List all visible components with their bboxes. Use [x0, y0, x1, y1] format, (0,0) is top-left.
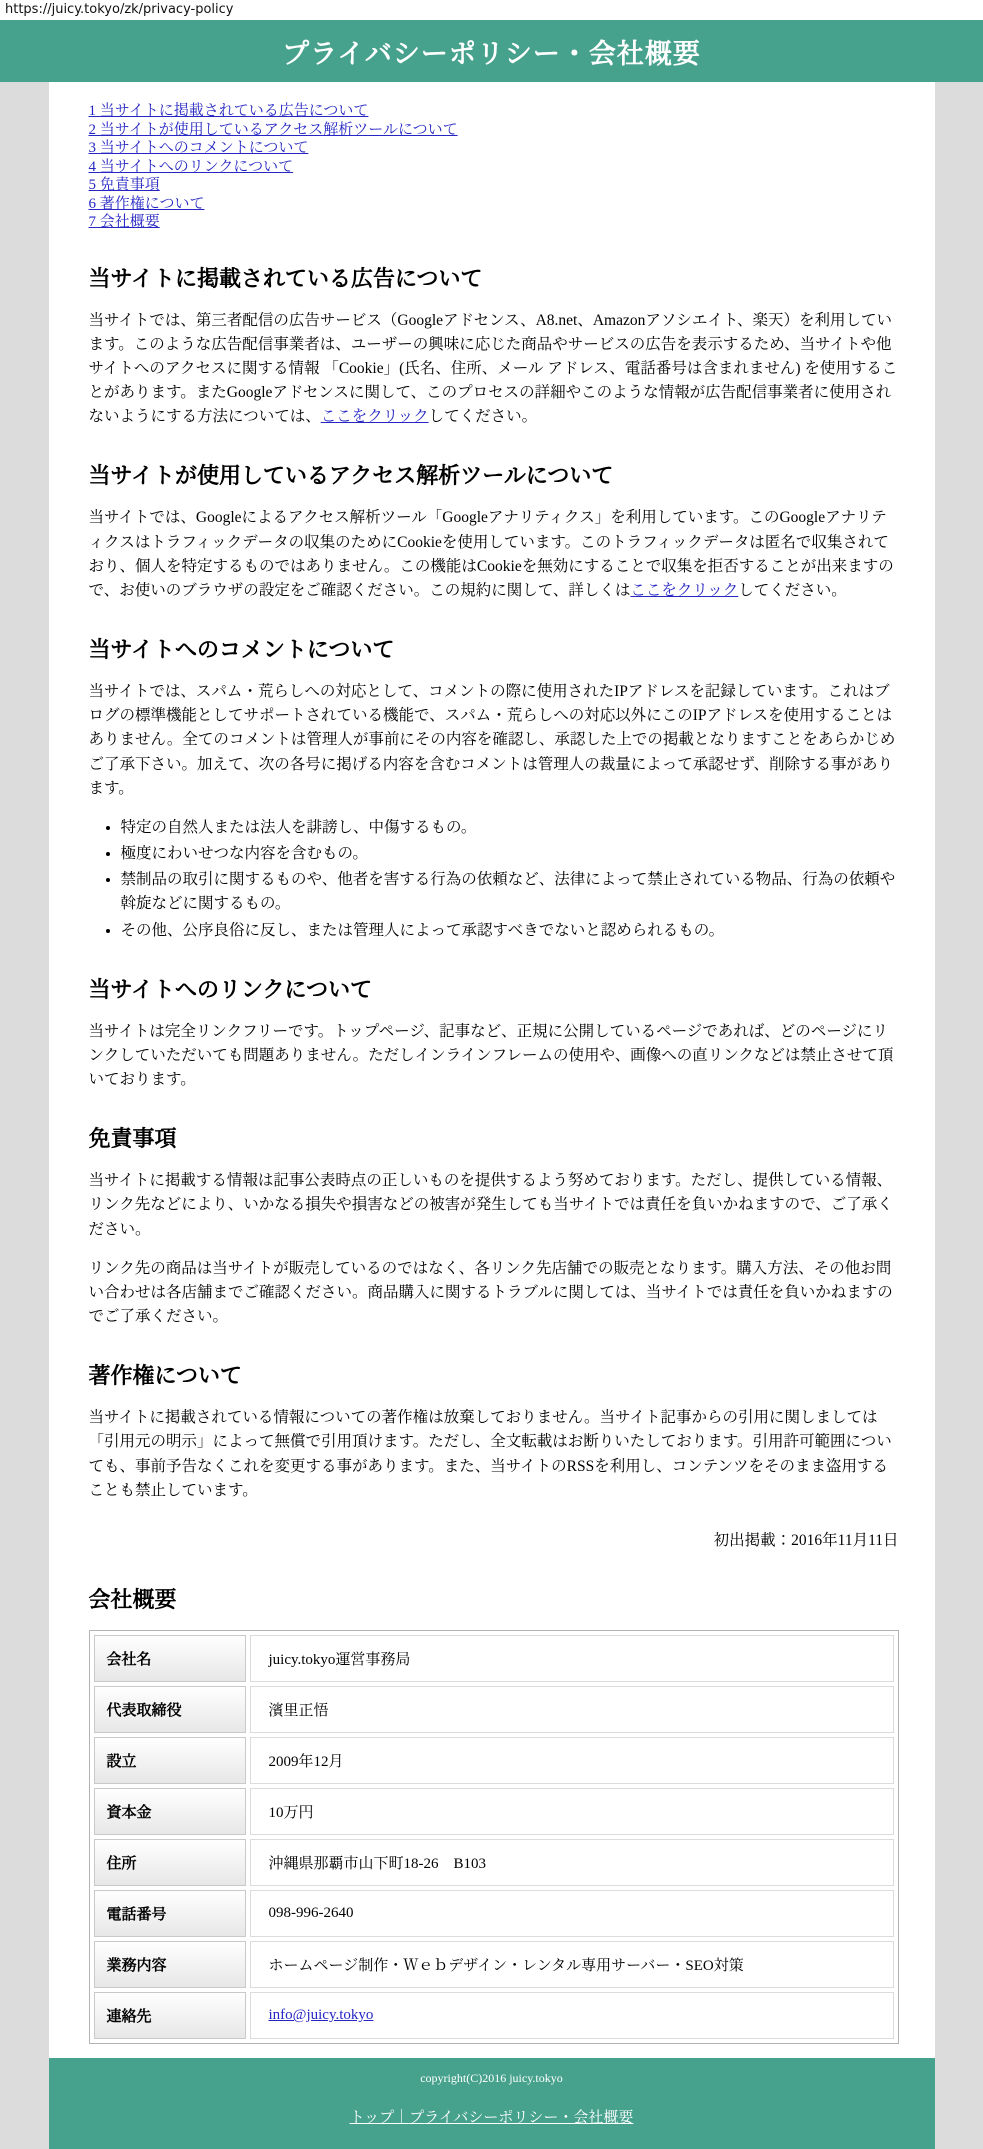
site-header	[0, 20, 983, 82]
table-row	[94, 1890, 894, 1937]
table-row	[94, 1839, 894, 1886]
section-disclaimer-paragraph-1: 当サイトに掲載する情報は記事公表時点の正しいものを提供するよう努めております。ただし、提供している情報、リンク先などにより、いかなる損失や損害などの被害が発生しても当サイトでは責任を負いかねますので、ご了承ください。	[88, 1172, 893, 1238]
company-address-value: 沖縄県那覇市山下町18-26 B103	[250, 1839, 894, 1886]
toc-link-comments[interactable]: 3 当サイトへのコメントについて	[88, 140, 309, 156]
section-links-paragraph: 当サイトは完全リンクフリーです。トップページ、記事など、正規に公開しているページであれば、どのページにリンクしていただいても問題ありません。ただしインラインフレームの使用や、画像への直リンクなどは禁止させて頂いております。	[88, 1022, 894, 1089]
main-content	[49, 82, 935, 2058]
browser-address-bar[interactable]: https://juicy.tokyo/zk/privacy-policy	[0, 0, 983, 20]
list-item: • その他、公序良俗に反し、または管理人によって承認すべきでないと認められるもの。	[121, 919, 899, 943]
section-ads-text: 当サイトでは、第三者配信の広告サービス（Googleアドセンス、A8.net、Amazonアソシエイト、楽天）を利用しています。このような広告配信事業者は、ユーザーの興味に応じた商品やサービスの広告を表示するため、当サイトや他サイトへのアクセスに関する情報 「Cookie」(氏名、住所、メール アドレス、電話番号は含まれません) を使用することがあります。またGoogleアドセンスに関して、このプロセスの詳細やこのような情報が広告配信事業者に使用されないようにする方法については、	[88, 311, 898, 426]
toc-link-company[interactable]: 7 会社概要	[88, 214, 160, 230]
comment-policy-list	[89, 816, 899, 943]
company-business-value: ホームページ制作・Ｗｅｂデザイン・レンタル専用サーバー・SEO対策	[250, 1941, 894, 1988]
list-item: • 極度にわいせつな内容を含むもの。	[121, 842, 899, 866]
table-row	[94, 1686, 894, 1733]
contact-email-link[interactable]: info@juicy.tokyo	[268, 2007, 374, 2024]
company-info-table	[89, 1630, 899, 2044]
section-links-heading: 当サイトへのリンクについて	[88, 976, 373, 1002]
section-analytics-text-after: してください。	[738, 581, 847, 599]
list-item: • 特定の自然人または法人を誹謗し、中傷するもの。	[121, 816, 899, 840]
company-capital-value: 10万円	[250, 1788, 894, 1835]
footer-nav-link[interactable]: トップ｜プライバシーポリシー・会社概要	[349, 2110, 634, 2127]
table-row	[94, 1941, 894, 1988]
page-title: プライバシーポリシー・会社概要	[282, 38, 701, 69]
section-analytics-text: 当サイトでは、Googleによるアクセス解析ツール「Googleアナリティクス」を利用しています。このGoogleアナリティクスはトラフィックデータの収集のためにCookieを使用しています。このトラフィックデータは匿名で収集されており、個人を特定するものではありません。この機能はCookieを無効にすることで収集を拒否することが出来ますので、お使いのブラウザの設定をご確認ください。この規約に関して、詳しくは	[88, 509, 894, 599]
toc-link-links[interactable]: 4 当サイトへのリンクについて	[88, 158, 294, 175]
section-analytics	[89, 459, 899, 603]
section-ads-paragraph	[89, 309, 899, 430]
company-contact-label: 連絡先	[94, 1992, 246, 2039]
section-ads-text-after: してください。	[428, 408, 538, 426]
section-analytics-heading: 当サイトが使用しているアクセス解析ツールについて	[88, 463, 614, 489]
company-contact-value	[250, 1992, 894, 2039]
section-copyright-heading: 著作権について	[88, 1363, 243, 1389]
company-name-label: 会社名	[94, 1635, 246, 1682]
company-ceo-label: 代表取締役	[94, 1686, 246, 1733]
company-phone-value: 098-996-2640	[250, 1890, 894, 1937]
toc-link-disclaimer[interactable]: 5 免責事項	[88, 177, 160, 193]
section-comments-heading: 当サイトへのコメントについて	[88, 637, 395, 663]
list-item: • 禁制品の取引に関するものや、他者を害する行為の依頼など、法律によって禁止されている物品、行為の依頼や斡旋などに関するもの。	[121, 868, 899, 916]
ads-optout-link[interactable]: ここをクリック	[320, 408, 429, 426]
table-row	[94, 1992, 894, 2039]
section-ads	[89, 262, 899, 430]
section-comments-paragraph: 当サイトでは、スパム・荒らしへの対応として、コメントの際に使用されたIPアドレスを記録しています。これはブログの標準機能としてサポートされている機能で、スパム・荒らしへの対応以外にこのIPアドレスを使用することはありません。全てのコメントは管理人が事前にその内容を確認し、承認した上での掲載となりますことをあらかじめご了承下さい。加えて、次の各号に掲げる内容を含むコメントは管理人の裁量によって承認せず、削除する事があります。	[88, 683, 896, 797]
toc-link-copyright[interactable]: 6 著作権について	[88, 195, 205, 212]
company-ceo-value: 濱里正悟	[250, 1686, 894, 1733]
section-company	[89, 1583, 899, 2044]
analytics-terms-link[interactable]: ここをクリック	[630, 581, 739, 599]
section-ads-heading: 当サイトに掲載されている広告について	[88, 265, 483, 291]
footer-copyright: copyright(C)2016 juicy.tokyo	[420, 2071, 563, 2086]
company-founded-value: 2009年12月	[250, 1737, 894, 1784]
page-wrapper	[49, 82, 935, 2149]
section-comments	[89, 633, 899, 943]
toc-link-analytics[interactable]: 2 当サイトが使用しているアクセス解析ツールについて	[88, 121, 458, 138]
company-founded-label: 設立	[94, 1737, 246, 1784]
company-address-label: 住所	[94, 1839, 246, 1886]
company-phone-label: 電話番号	[94, 1890, 246, 1937]
first-published-date: 初出掲載：2016年11月11日	[713, 1532, 899, 1549]
section-copyright-paragraph: 当サイトに掲載されている情報についての著作権は放棄しておりません。当サイト記事からの引用に関しましては「引用元の明示」によって無償で引用頂けます。ただし、全文転載はお断りいたしております。引用許可範囲についても、事前予告なくこれを変更する事があります。また、当サイトのRSSを利用し、コンテンツをそのまま盗用することも禁止しています。	[88, 1409, 892, 1499]
company-capital-label: 資本金	[94, 1788, 246, 1835]
section-copyright	[89, 1359, 899, 1553]
company-name-value: juicy.tokyo運営事務局	[250, 1635, 894, 1682]
table-row	[94, 1788, 894, 1835]
section-analytics-paragraph	[89, 506, 899, 603]
toc-link-ads[interactable]: 1 当サイトに掲載されている広告について	[88, 103, 369, 119]
company-business-label: 業務内容	[94, 1941, 246, 1988]
table-row	[94, 1737, 894, 1784]
table-of-contents	[89, 102, 899, 232]
section-links	[89, 973, 899, 1093]
section-disclaimer-paragraph-2: リンク先の商品は当サイトが販売しているのではなく、各リンク先店舗での販売となります。購入方法、その他お問い合わせは各店舗までご確認ください。商品購入に関するトラブルに関しては、当サイトでは責任を負いかねますのでご了承ください。	[88, 1259, 893, 1326]
site-footer	[49, 2058, 935, 2149]
section-company-heading: 会社概要	[88, 1587, 177, 1613]
section-disclaimer	[89, 1122, 899, 1329]
section-disclaimer-heading: 免責事項	[88, 1126, 177, 1152]
table-row	[94, 1635, 894, 1682]
